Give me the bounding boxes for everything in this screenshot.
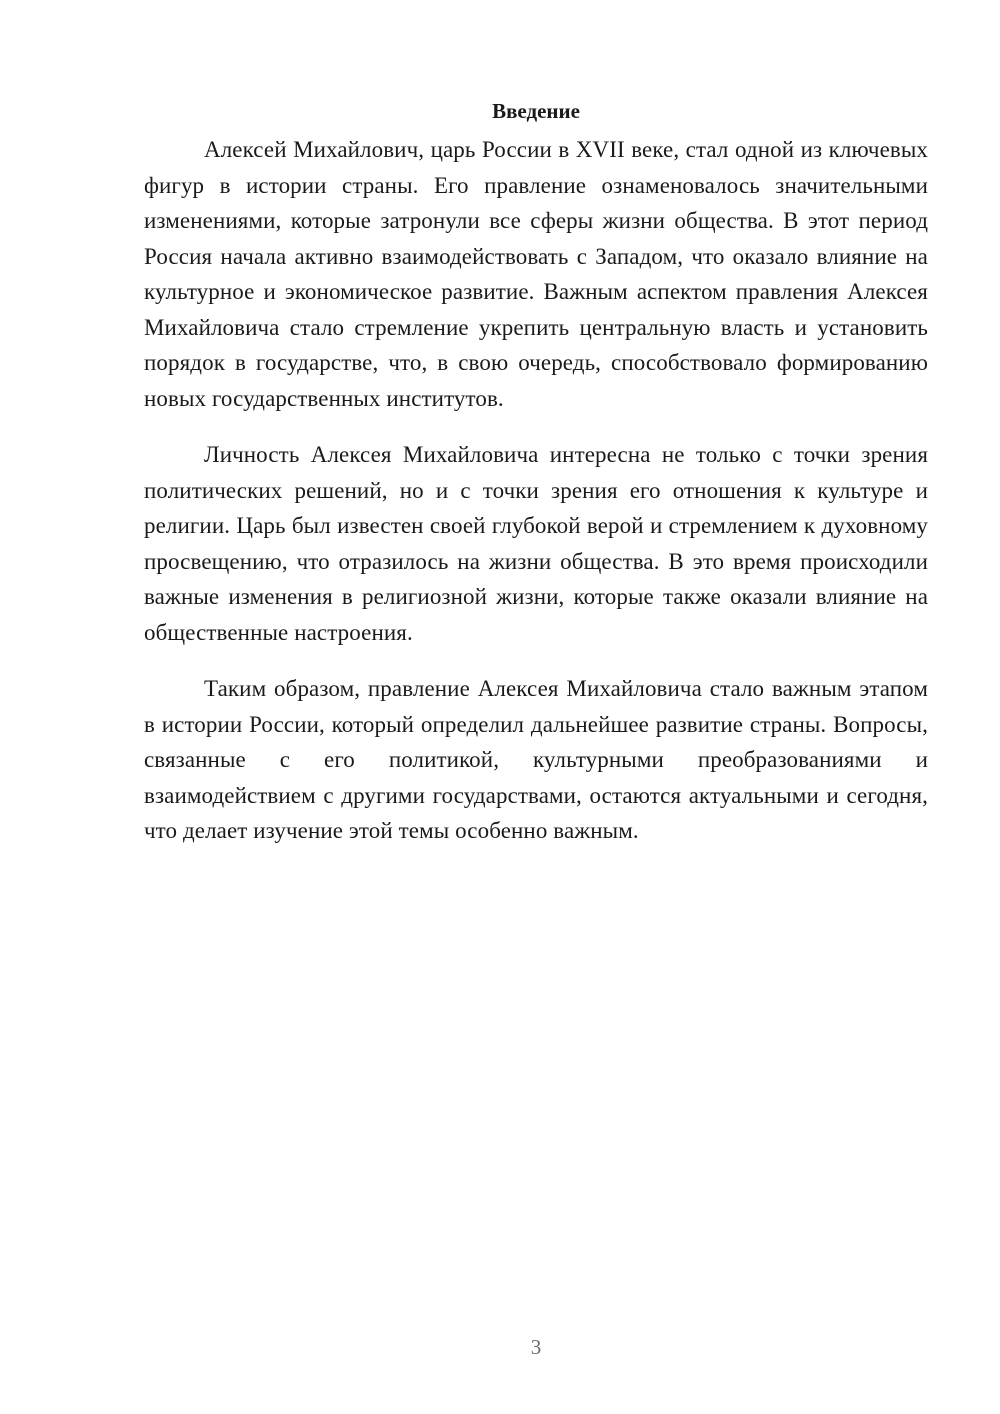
paragraph-3: Таким образом, правление Алексея Михайловича стало важным этапом в истории России, который определил дальнейшее развитие страны. Вопросы, связанные с его политикой, культурными преобразованиями и взаимодействием с другими государствами, остаются актуальными и сегодня, что делает изучение этой темы особенно важным. xyxy=(144,676,928,843)
paragraph-1: Алексей Михайлович, царь России в XVII веке, стал одной из ключевых фигур в истории страны. Его правление ознаменовалось значительными изменениями, которые затронули все сферы жизни общества. В этот период Россия начала активно взаимодействовать с Западом, что оказало влияние на культурное и экономическое развитие. Важным аспектом правления Алексея Михайловича стало стремление укрепить центральную власть и установить порядок в государстве, что, в свою очередь, способствовало формированию новых государственных институтов. xyxy=(144,137,928,411)
page-number: 3 xyxy=(530,1335,542,1359)
paragraph-2: Личность Алексея Михайловича интересна не только с точки зрения политических решений, но и с точки зрения его отношения к культуре и религии. Царь был известен своей глубокой верой и стремлением к духовному просвещению, что отразилось на жизни общества. В это время происходили важные изменения в религиозной жизни, которые также оказали влияние на общественные настроения. xyxy=(144,442,928,645)
page-content xyxy=(144,96,928,870)
section-title: Введение xyxy=(492,99,580,123)
